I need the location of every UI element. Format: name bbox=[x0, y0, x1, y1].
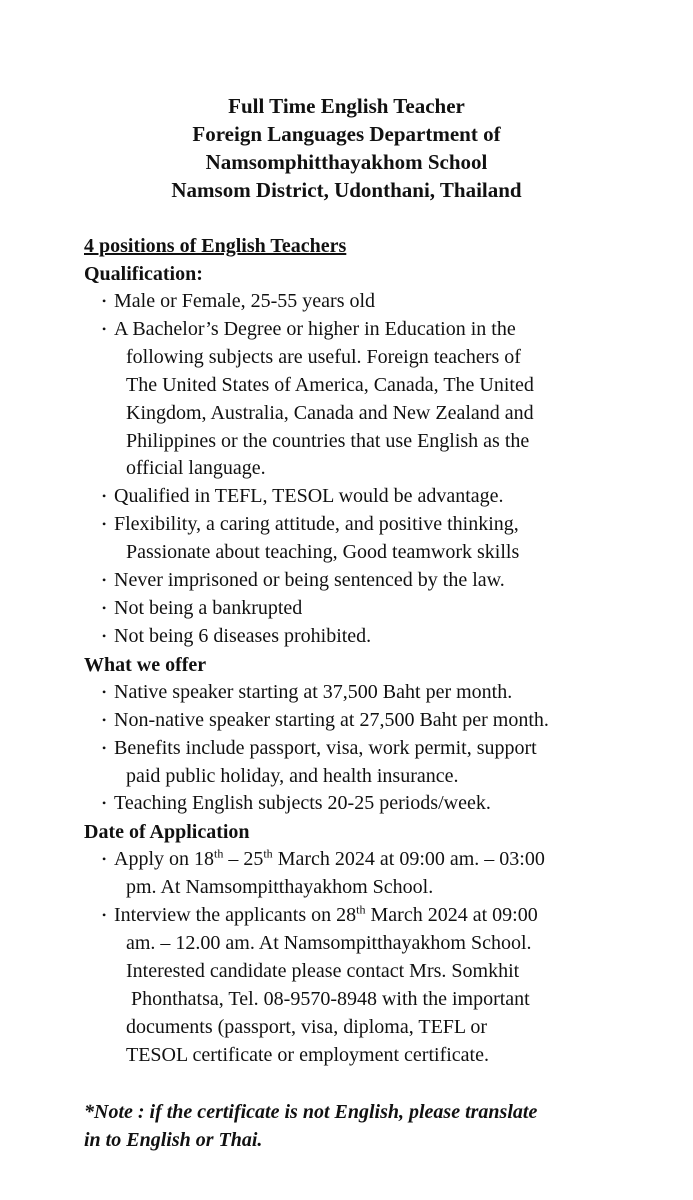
application-list bbox=[84, 846, 684, 1069]
interview-line: TESOL certificate or employment certificate. bbox=[126, 1043, 489, 1066]
list-item-text: Teaching English subjects 20-25 periods/week. bbox=[114, 792, 491, 815]
interview-prefix: Interview the applicants on 28 bbox=[114, 904, 357, 927]
translation-note bbox=[84, 1098, 684, 1154]
list-item-text: Qualified in TEFL, TESOL would be advantage. bbox=[114, 485, 504, 508]
list-item bbox=[84, 511, 684, 567]
list-item bbox=[84, 623, 684, 651]
interview-line: am. – 12.00 am. At Namsompitthayakhom School. bbox=[126, 932, 532, 955]
list-item-text: Passionate about teaching, Good teamwork skills bbox=[126, 541, 520, 564]
bullet-icon: • bbox=[102, 852, 107, 867]
list-item bbox=[84, 679, 684, 707]
bullet-icon: • bbox=[102, 517, 107, 532]
apply-suffix: March 2024 at 09:00 am. – 03:00 bbox=[272, 848, 545, 871]
list-item-interview bbox=[84, 902, 684, 1069]
list-item-text: Not being a bankrupted bbox=[114, 596, 303, 619]
list-item-text: A Bachelor’s Degree or higher in Education in the bbox=[114, 317, 516, 340]
list-item-text: Not being 6 diseases prohibited. bbox=[114, 624, 372, 647]
ordinal-suffix: th bbox=[263, 846, 273, 861]
list-item bbox=[84, 316, 684, 483]
ordinal-suffix: th bbox=[356, 902, 366, 917]
bullet-icon: • bbox=[102, 600, 107, 615]
bullet-icon: • bbox=[102, 712, 107, 727]
document-header bbox=[0, 92, 693, 204]
ordinal-suffix: th bbox=[214, 846, 224, 861]
list-item bbox=[84, 567, 684, 595]
header-line-4: Namsom District, Udonthani, Thailand bbox=[171, 178, 522, 202]
document-body bbox=[84, 232, 684, 1070]
apply-line-2: pm. At Namsompitthayakhom School. bbox=[126, 876, 434, 899]
bullet-icon: • bbox=[102, 573, 107, 588]
list-item-text: Philippines or the countries that use English as the bbox=[126, 429, 530, 452]
list-item bbox=[84, 735, 684, 791]
bullet-icon: • bbox=[102, 294, 107, 308]
interview-line: documents (passport, visa, diploma, TEFL or bbox=[126, 1015, 488, 1038]
list-item-apply bbox=[84, 846, 684, 902]
list-item bbox=[84, 707, 684, 735]
interview-line: Interested candidate please contact Mrs. Somkhit bbox=[126, 959, 520, 982]
note-line-2: in to English or Thai. bbox=[84, 1129, 263, 1151]
interview-line: Phonthatsa, Tel. 08-9570-8948 with the important bbox=[126, 987, 530, 1010]
qualification-title: Qualification: bbox=[84, 263, 203, 285]
list-item-text: Flexibility, a caring attitude, and positive thinking, bbox=[114, 513, 519, 536]
list-item-text: The United States of America, Canada, The United bbox=[126, 373, 534, 396]
bullet-icon: • bbox=[102, 796, 107, 811]
interview-date-text bbox=[114, 902, 684, 930]
bullet-icon: • bbox=[102, 489, 107, 504]
list-item-text: Male or Female, 25-55 years old bbox=[114, 290, 376, 312]
bullet-icon: • bbox=[102, 684, 107, 699]
note-line-1: *Note : if the certificate is not English, please translate bbox=[84, 1101, 538, 1123]
list-item bbox=[84, 483, 684, 511]
list-item-text: Kingdom, Australia, Canada and New Zealand and bbox=[126, 401, 534, 424]
list-item-text: Native speaker starting at 37,500 Baht per month. bbox=[114, 680, 513, 703]
apply-dates-text bbox=[114, 846, 684, 874]
interview-suffix: March 2024 at 09:00 bbox=[365, 904, 538, 927]
list-item bbox=[84, 595, 684, 623]
apply-mid: – 25 bbox=[223, 848, 264, 871]
application-title: Date of Application bbox=[84, 821, 250, 844]
list-item-text: paid public holiday, and health insurance. bbox=[126, 764, 459, 787]
bullet-icon: • bbox=[102, 321, 107, 336]
qualification-list bbox=[84, 288, 684, 651]
apply-prefix: Apply on 18 bbox=[114, 848, 214, 871]
bullet-icon: • bbox=[102, 740, 107, 755]
header-line-3: Namsomphitthayakhom School bbox=[205, 150, 488, 174]
offer-list bbox=[84, 679, 684, 819]
list-item-text: Non-native speaker starting at 27,500 Baht per month. bbox=[114, 708, 549, 731]
list-item-text: Never imprisoned or being sentenced by the law. bbox=[114, 569, 505, 592]
bullet-icon: • bbox=[102, 628, 107, 643]
header-line-2: Foreign Languages Department of bbox=[192, 122, 501, 146]
header-line-1: Full Time English Teacher bbox=[228, 94, 465, 118]
list-item bbox=[84, 790, 684, 818]
positions-heading: 4 positions of English Teachers bbox=[84, 235, 347, 257]
list-item-text: Benefits include passport, visa, work permit, support bbox=[114, 736, 537, 759]
offer-title: What we offer bbox=[84, 653, 207, 676]
list-item-text: following subjects are useful. Foreign teachers of bbox=[126, 345, 521, 368]
list-item-text: official language. bbox=[126, 457, 266, 480]
list-item bbox=[84, 288, 684, 316]
bullet-icon: • bbox=[102, 908, 107, 923]
